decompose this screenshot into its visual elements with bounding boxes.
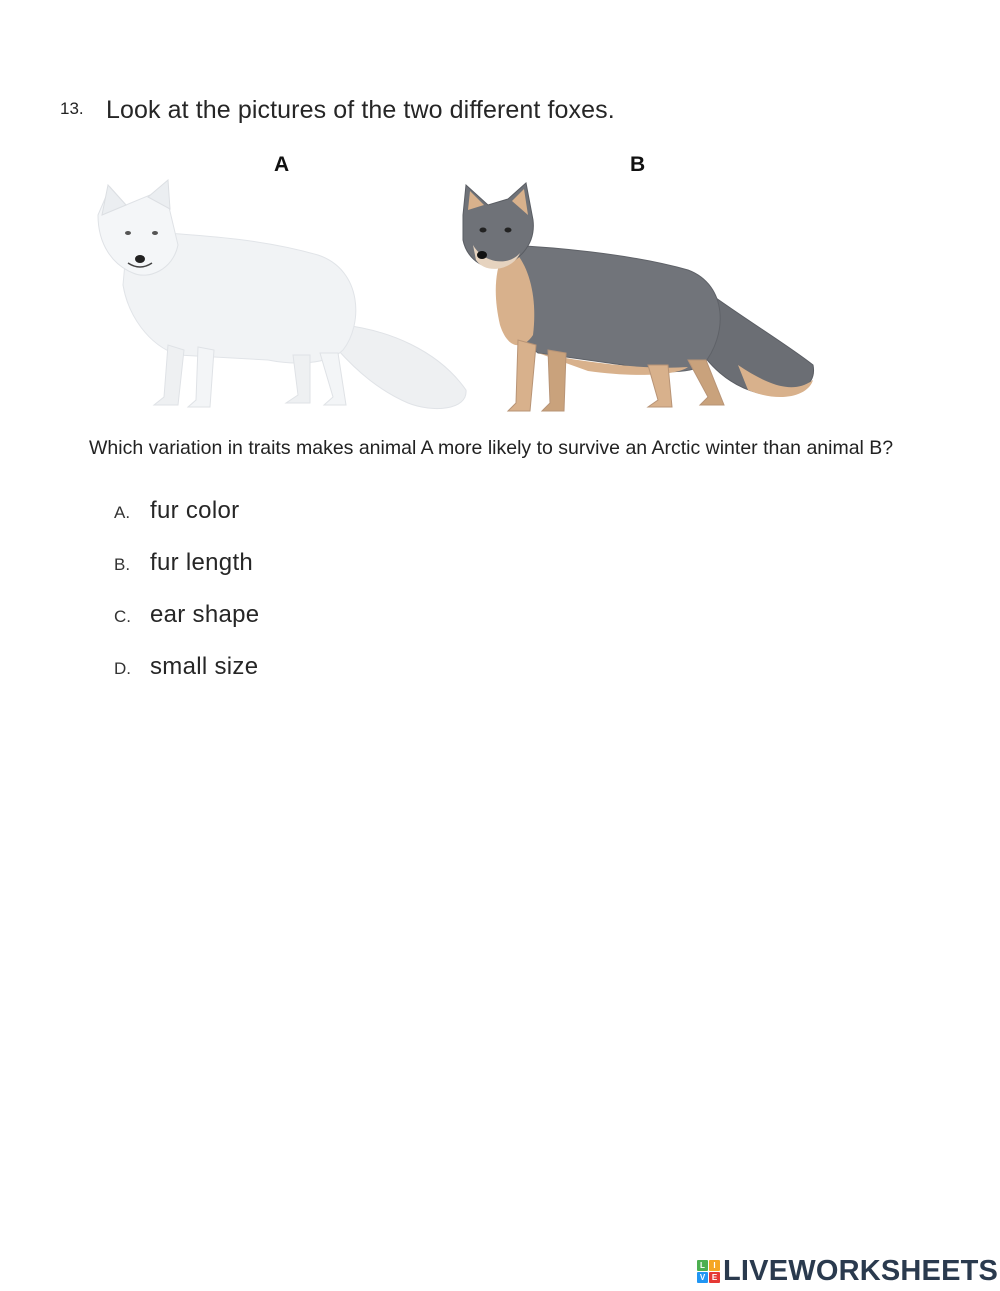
question-number: 13. [60, 99, 84, 118]
choice-letter: D. [114, 659, 131, 678]
choice-a[interactable] [114, 497, 259, 549]
gray-fox-image [463, 183, 814, 411]
figure-label-a: A [274, 153, 290, 176]
choice-text: ear shape [150, 601, 260, 628]
choice-text: small size [150, 653, 259, 680]
choice-letter: C. [114, 607, 131, 626]
choice-d[interactable] [114, 653, 259, 705]
question-title: Look at the pictures of the two different foxes. [106, 96, 615, 124]
choice-letter: A. [114, 503, 131, 522]
logo-block-e: E [709, 1272, 720, 1283]
choice-c[interactable] [114, 601, 259, 653]
fox-figure [88, 145, 828, 425]
fox-illustrations [88, 175, 828, 420]
choice-text: fur color [150, 497, 240, 524]
answer-choices [114, 497, 259, 705]
logo-block-l: L [697, 1260, 708, 1271]
logo-text: LIVEWORKSHEETS [723, 1255, 999, 1287]
logo-blocks-icon [697, 1260, 720, 1283]
logo-block-v: V [697, 1272, 708, 1283]
choice-text: fur length [150, 549, 254, 576]
choice-letter: B. [114, 555, 131, 574]
arctic-fox-image [98, 180, 466, 409]
liveworksheets-logo[interactable] [697, 1255, 998, 1288]
choice-b[interactable] [114, 549, 259, 601]
logo-block-i: I [709, 1260, 720, 1271]
figure-label-b: B [630, 153, 646, 176]
question-prompt: Which variation in traits makes animal A more likely to survive an Arctic winter than animal B? [89, 437, 894, 459]
